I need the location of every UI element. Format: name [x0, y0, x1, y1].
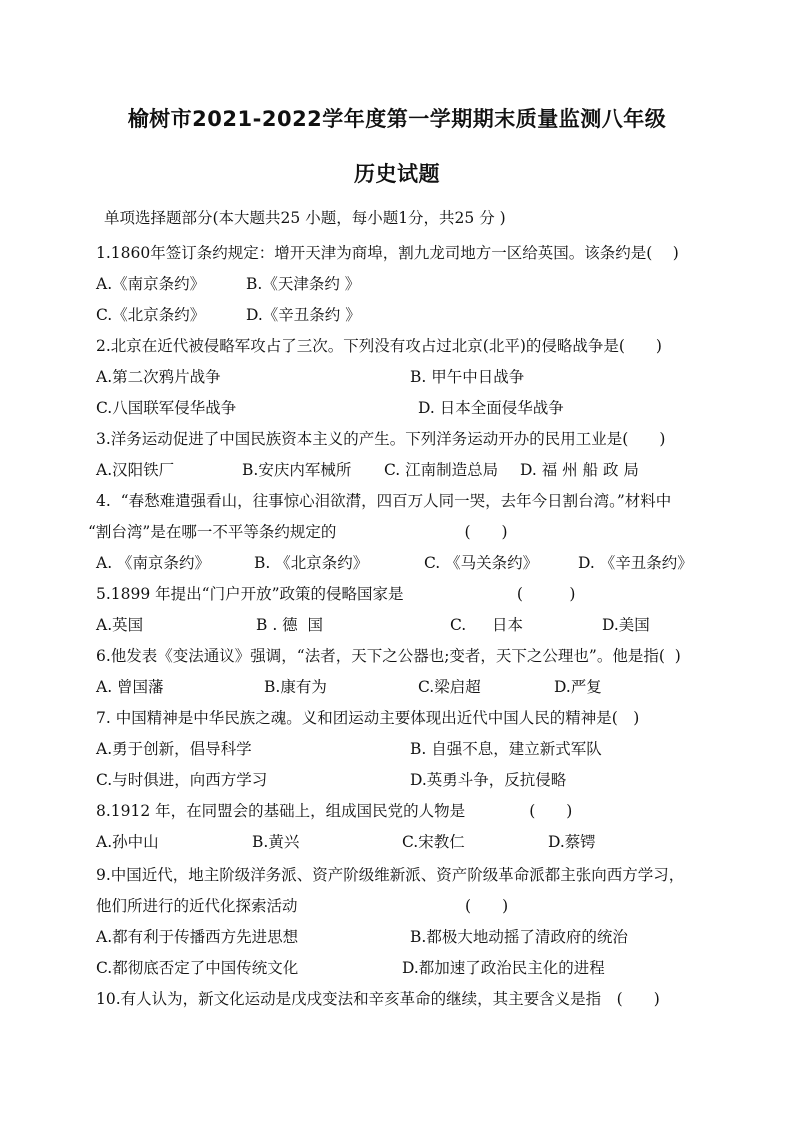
- option-d: D. 《辛丑条约》: [578, 554, 693, 572]
- option-a: A.勇于创新，倡导科学: [96, 740, 252, 758]
- option-b: B. 甲午中日战争: [410, 368, 525, 386]
- option-b: B.《天津条约 》: [246, 275, 361, 293]
- question-2-options-row-1: [96, 366, 736, 388]
- question-4-stem: 4. “春愁难遣强看山，往事惊心泪欲潸，四百万人同一哭，去年今日割台湾。”材料中: [96, 492, 672, 510]
- option-c: C. 江南制造总局: [384, 461, 499, 479]
- question-5-options-row: [96, 614, 736, 636]
- option-a: A.都有利于传播西方先进思想: [96, 928, 299, 946]
- question-2-options-row-2: [96, 397, 736, 419]
- question-1-options-row-1: [96, 273, 736, 295]
- question-4-stem-cont: “割台湾”是在哪一不平等条约规定的 ( ): [88, 523, 508, 541]
- option-b: B.都极大地动摇了清政府的统治: [410, 928, 628, 946]
- question-9-options-row-2: [96, 957, 736, 979]
- question-3-options-row: [96, 459, 736, 481]
- option-a: A. 《南京条约》: [96, 554, 211, 572]
- question-1-options-row-2: [96, 304, 736, 326]
- option-b: B . 德 国: [256, 616, 324, 634]
- question-9-options-row-1: [96, 926, 736, 948]
- option-b: B. 《北京条约》: [254, 554, 369, 572]
- option-c-text: 日本: [492, 616, 524, 634]
- exam-subtitle: 历史试题: [354, 162, 440, 186]
- question-10-stem: 10.有人认为，新文化运动是戊戌变法和辛亥革命的继续，其主要含义是指 ( ): [96, 990, 660, 1008]
- option-c: C.都彻底否定了中国传统文化: [96, 959, 299, 977]
- question-4-options-row: [96, 552, 736, 574]
- option-c: C.梁启超: [418, 678, 481, 696]
- option-d: D.蔡锷: [548, 833, 596, 851]
- question-6-options-row: [96, 676, 736, 698]
- option-d: D.严复: [554, 678, 602, 696]
- question-7-options-row-1: [96, 738, 736, 760]
- option-a: A.《南京条约》: [96, 275, 206, 293]
- question-9-stem: 9.中国近代，地主阶级洋务派、资产阶级维新派、资产阶级革命派都主张向西方学习，: [96, 866, 685, 884]
- question-9-stem-cont: 他们所进行的近代化探索活动 ( ): [96, 897, 509, 915]
- option-b: B. 自强不息，建立新式军队: [410, 740, 602, 758]
- option-c: C.八国联军侵华战争: [96, 399, 237, 417]
- option-a: A.孙中山: [96, 833, 159, 851]
- question-7-stem: 7. 中国精神是中华民族之魂。义和团运动主要体现出近代中国人民的精神是( ): [96, 709, 640, 727]
- option-c: C.与时俱进，向西方学习: [96, 771, 268, 789]
- option-b: B.黄兴: [252, 833, 300, 851]
- option-c: C.宋教仁: [402, 833, 465, 851]
- question-7-options-row-2: [96, 769, 736, 791]
- question-3-stem: 3.洋务运动促进了中国民族资本主义的产生。下列洋务运动开办的民用工业是( ): [96, 430, 666, 448]
- option-d: D.美国: [602, 616, 650, 634]
- option-a: A.英国: [96, 616, 144, 634]
- option-d: D.都加速了政治民主化的进程: [402, 959, 605, 977]
- section-heading: 单项选择题部分(本大题共25 小题，每小题1分，共25 分 ): [104, 209, 506, 227]
- option-a: A.第二次鸦片战争: [96, 368, 221, 386]
- question-1-stem: 1.1860年签订条约规定：增开天津为商埠，割九龙司地方一区给英国。该条约是( ): [96, 244, 679, 262]
- option-c-letter: C.: [450, 616, 467, 634]
- option-a: A. 曾国藩: [96, 678, 164, 696]
- option-b: B.康有为: [264, 678, 327, 696]
- option-d: D. 日本全面侵华战争: [418, 399, 564, 417]
- option-c: C.《北京条约》: [96, 306, 206, 324]
- exam-title: 榆树市2021-2022学年度第一学期期末质量监测八年级: [127, 107, 667, 131]
- question-8-stem: 8.1912 年，在同盟会的基础上，组成国民党的人物是 ( ): [96, 802, 573, 820]
- option-d: D.英勇斗争，反抗侵略: [410, 771, 567, 789]
- question-2-stem: 2.北京在近代被侵略军攻占了三次。下列没有攻占过北京(北平)的侵略战争是( ): [96, 337, 662, 355]
- option-d: D. 福 州 船 政 局: [520, 461, 639, 479]
- question-6-stem: 6.他发表《变法通议》强调，“法者，天下之公器也;变者，天下之公理也”。他是指( ): [96, 647, 681, 665]
- question-5-stem: 5.1899 年提出“门户开放”政策的侵略国家是 ( ): [96, 585, 576, 603]
- option-a: A.汉阳铁厂: [96, 461, 175, 479]
- question-8-options-row: [96, 831, 736, 853]
- option-b: B.安庆内军械所: [242, 461, 352, 479]
- option-d: D.《辛丑条约 》: [246, 306, 361, 324]
- option-c: C. 《马关条约》: [424, 554, 539, 572]
